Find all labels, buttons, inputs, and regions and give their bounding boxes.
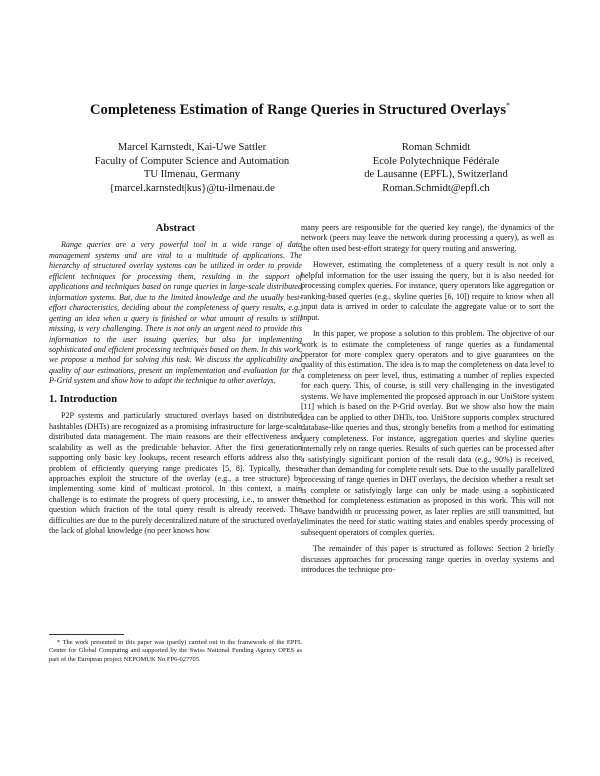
author-names: Marcel Karnstedt, Kai-Uwe Sattler [117,142,267,153]
footnote-text: * The work presented in this paper was (partly) carried out in the framework of the EPFL Center for Global Computing and supported by the Swiss National Funding Agency OFES as part of the European project NEPOMUK No FP6-027705. [49,639,302,663]
abstract-heading: Abstract [155,223,196,234]
author-names: Roman Schmidt [401,142,471,153]
left-column [49,224,302,537]
author-block-2 [326,141,546,195]
body-paragraph: The remainder of this paper is structured as follows: Section 2 briefly discusses approaches for processing range queries in overlay systems and introduces the technique pro- [301,544,554,575]
intro-paragraph: P2P systems and particularly structured overlays based on distributed hashtables (DHTs) are recognized as a promising infrastructure for large-scale distributed data management. The main reasons are their effectiveness and scalability as well as the predictable behavior. After the first generation supporting only basic key lookups, recent research efforts address also the problem of efficiently querying range predicates [5, 8]. Typically, these approaches exploit the structure of the overlay (e.g., a tree structure) by implementing some kind of multicast protocol. In this context, a main challenge is to estimate the progress of query processing, i.e., to answer the question which fraction of the total query result is already received. The difficulties are due to the purely decentralized nature of the structured overlay, the lack of global knowledge (no peer knows how [49,411,302,536]
introduction-heading: 1. Introduction [49,393,118,405]
author-block-1 [62,141,322,195]
author-email: Roman.Schmidt@epfl.ch [382,182,490,194]
author-location: de Lausanne (EPFL), Switzerland [364,169,508,181]
author-affiliation: Faculty of Computer Science and Automation [94,155,290,167]
body-paragraph: many peers are responsible for the queried key range), the dynamics of the network (peers may leave the network during processing a query), as well as the often used best-effort strategy for query routing and answering. [301,223,554,253]
author-location: TU Ilmenau, Germany [143,169,241,181]
author-affiliation: Ecole Polytechnique Fédérale [372,155,500,167]
title-footnote-mark: * [506,101,511,110]
footnote [49,634,302,664]
right-column [301,223,554,576]
body-paragraph: In this paper, we propose a solution to this problem. The objective of our work is to estimate the completeness of range queries as a fundamental operator for more complex query operators and to give guarantees on the quality of this estimation. The idea is to map the completeness on data level to a completeness on peer level, thus, estimating a number of replies expected for each query. This, of course, is still very challenging in the investigated systems. We have implemented the proposed approach in our UniStore system [11] which is based on the P-Grid overlay. But we show also how the main idea can be applied to other DHTs, too. UniStore supports complex structured database-like queries and thus, strongly benefits from a method for estimating query completeness. For instance, aggregation queries and skyline queries internally rely on range queries. Results of such queries can be processed after a satisfyingly significant portion of the result data (e.g., 90%) is received, rather than demanding for complete result sets. Due to the usually parallelized processing of range queries in DHT overlays, the decision whether a result set is complete or satisfyingly large can only be made using a sophisticated method for completeness estimation as proposed in this work. This will not save bandwidth or processing power, as later replies are still transmitted, but eliminates the need for static waiting states and enables speedy processing of subsequent operators of complex queries. [301,329,554,537]
author-email: {marcel.karnstedt|kus}@tu-ilmenau.de [109,182,275,194]
body-paragraph: However, estimating the completeness of a query result is not only a helpful information for the user issuing the query, but it is also needed for processing complex queries. For instance, query operators like aggregation or ranking-based queries (e.g., skyline queries [6, 10]) require to know when all input data is arrived in order to calculate the aggregate value or to sort the input. [301,260,554,322]
footnote-rule [49,634,124,635]
abstract-text: Range queries are a very powerful tool in a wide range of data management systems and are vital to a multitude of applications. The hierarchy of structured overlay systems can be utilized in order to provide efficient techniques for processing them, resulting in the support of applications and techniques based on range queries in large-scale distributed information systems. But, due to the limited knowledge and the usually best-effort characteristics, deciding about the completeness of query results, e.g., getting an idea when a query is finished or what amount of results is still missing, is very challenging. There is not only an urgent need to provide this information to the user issuing queries, but also for implementing sophisticated and efficient processing techniques based on them. In this work, we propose a method for solving this task. We discuss the applicability and quality of our estimations, present an implementation and evaluation for the P-Grid system and show how to adapt the technique to other overlays. [49,240,302,386]
paper-title: Completeness Estimation of Range Queries in Structured Overlays* [89,101,511,118]
